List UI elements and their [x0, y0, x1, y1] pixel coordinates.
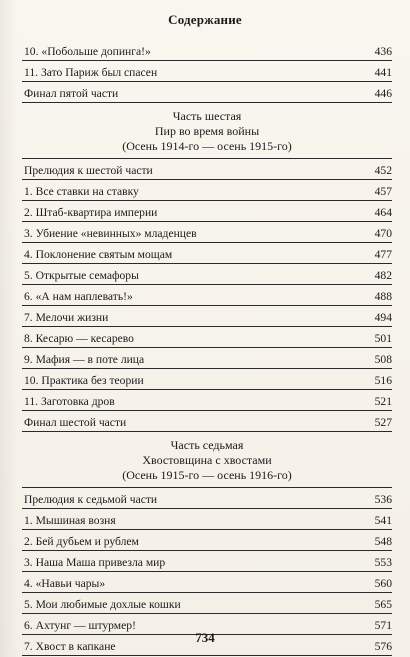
toc-entry-page: 565: [374, 598, 392, 611]
toc-entry-page: 527: [374, 416, 392, 429]
part-dates: (Осень 1915-го — осень 1916-го): [122, 468, 292, 482]
toc-entry: [22, 61, 392, 82]
toc-entry-title: 8. Кесарю — кесарево: [24, 332, 134, 345]
toc-entry: [22, 180, 392, 201]
toc-entry-title: 11. Заготовка дров: [24, 395, 115, 408]
toc-entry-title: 1. Все ставки на ставку: [24, 185, 139, 198]
toc-entry: [22, 285, 392, 306]
toc-entry-title: 6. «А нам наплевать!»: [24, 290, 133, 303]
toc-entry-title: 5. Открытые семафоры: [24, 269, 139, 282]
toc-entry-title: 3. Убиение «невинных» младенцев: [24, 227, 197, 240]
toc-entry-title: 7. Мелочи жизни: [24, 311, 109, 324]
toc-entry-page: 541: [374, 514, 392, 527]
toc-entry-title: 4. Поклонение святым мощам: [24, 248, 173, 261]
toc-entry: [22, 40, 392, 61]
table-of-contents: [22, 40, 392, 656]
toc-entry: [22, 306, 392, 327]
toc-entry: [22, 390, 392, 411]
toc-entry: [22, 411, 392, 432]
toc-entry-page: 482: [374, 269, 392, 282]
toc-entry-page: 452: [374, 164, 392, 177]
toc-entry-page: 560: [374, 577, 392, 590]
part-title: Пир во время войны: [154, 124, 260, 138]
toc-entry: [22, 530, 392, 551]
toc-entry-page: 477: [374, 248, 392, 261]
toc-entry: [22, 593, 392, 614]
toc-entry-page: 536: [374, 493, 392, 506]
page-number: 734: [195, 630, 215, 645]
toc-entry: [22, 327, 392, 348]
toc-entry-title: Прелюдия к шестой части: [24, 164, 153, 177]
toc-entry-page: 571: [374, 619, 392, 632]
toc-entry-title: 5. Мои любимые дохлые кошки: [24, 598, 181, 611]
toc-entry-page: 494: [374, 311, 392, 324]
part-heading: [22, 432, 392, 488]
toc-entry-title: 7. Хвост в капкане: [24, 640, 116, 653]
toc-entry: [22, 159, 392, 180]
part-title: Хвостовщина с хвостами: [142, 453, 272, 467]
toc-entry-title: 9. Мафия — в поте лица: [24, 353, 145, 366]
toc-entry-title: 10. Практика без теории: [24, 374, 144, 387]
toc-entry-title: Финал шестой части: [24, 416, 127, 429]
toc-entry-page: 436: [374, 45, 392, 58]
part-dates: (Осень 1914-го — осень 1915-го): [122, 139, 292, 153]
toc-entry-title: 3. Наша Маша привезла мир: [24, 556, 166, 569]
toc-entry-title: 4. «Навьи чары»: [24, 577, 106, 590]
toc-entry-page: 521: [374, 395, 392, 408]
toc-entry: [22, 488, 392, 509]
toc-entry: [22, 369, 392, 390]
toc-entry: [22, 551, 392, 572]
toc-entry-page: 508: [374, 353, 392, 366]
toc-entry: [22, 201, 392, 222]
part-number: Часть шестая: [172, 109, 242, 123]
toc-entry-page: 464: [374, 206, 392, 219]
toc-entry: [22, 243, 392, 264]
toc-entry-page: 488: [374, 290, 392, 303]
toc-entry-title: Финал пятой части: [24, 87, 119, 100]
toc-entry-page: 516: [374, 374, 392, 387]
toc-entry-page: 470: [374, 227, 392, 240]
toc-entry-page: 501: [374, 332, 392, 345]
toc-entry-title: 6. Ахтунг — штурмер!: [24, 619, 136, 632]
part-number: Часть седьмая: [170, 438, 244, 452]
toc-entry-title: 1. Мышиная возня: [24, 514, 116, 527]
part-heading: [22, 103, 392, 159]
toc-entry-title: 2. Штаб-квартира империи: [24, 206, 158, 219]
toc-entry-page: 548: [374, 535, 392, 548]
toc-entry-title: Прелюдия к седьмой части: [24, 493, 158, 506]
toc-entry: [22, 572, 392, 593]
toc-entry: [22, 82, 392, 103]
toc-entry-title: 11. Зато Париж был спасен: [24, 66, 158, 79]
page-header: Содержание: [168, 12, 242, 27]
toc-entry: [22, 509, 392, 530]
toc-entry: [22, 222, 392, 243]
toc-entry-page: 441: [374, 66, 392, 79]
toc-entry-title: 10. «Побольше допинга!»: [24, 45, 151, 58]
toc-entry-page: 446: [374, 87, 392, 100]
toc-entry-page: 553: [374, 556, 392, 569]
toc-entry-title: 2. Бей дубьем и рублем: [24, 535, 139, 548]
toc-entry: [22, 348, 392, 369]
toc-entry-page: 576: [374, 640, 392, 653]
toc-entry: [22, 264, 392, 285]
toc-entry-page: 457: [374, 185, 392, 198]
